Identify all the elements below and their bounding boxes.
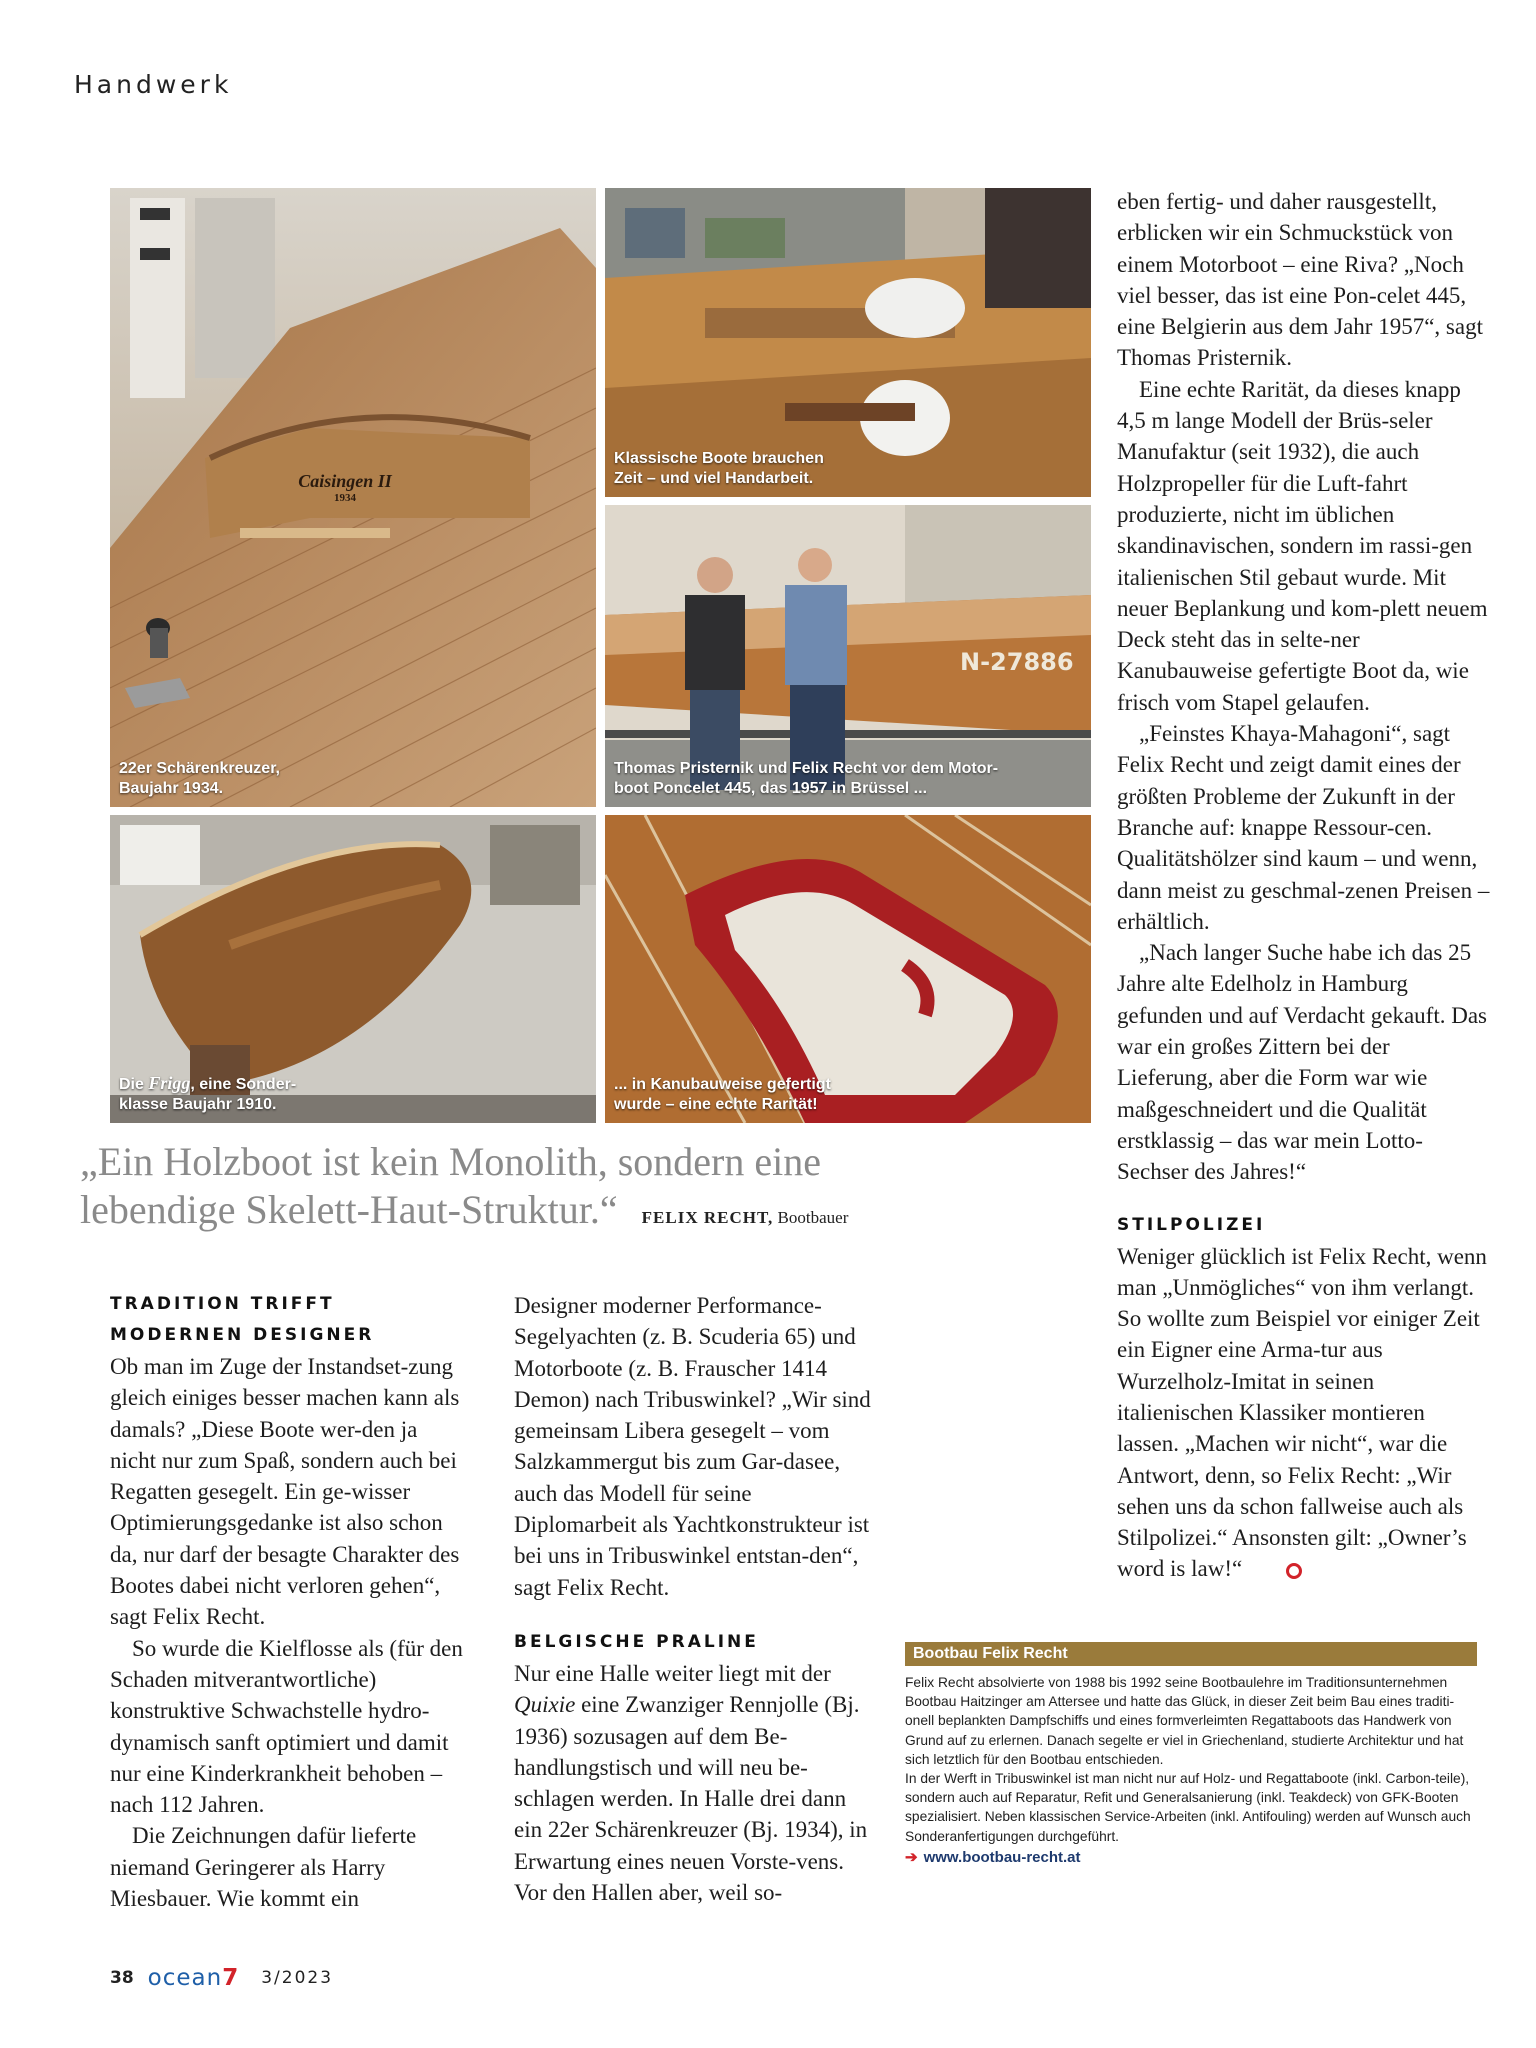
info-box-title: Bootbau Felix Recht	[905, 1642, 1477, 1666]
photo-caption: ... in Kanubauweise gefertigt wurde – eine echte Rarität!	[614, 1076, 831, 1113]
pull-quote-author: FELIX RECHT, Bootbauer	[641, 1208, 849, 1227]
section-label: Handwerk	[74, 70, 233, 99]
photo-caption: Die Frigg, eine Sonder- klasse Baujahr 1910.	[119, 1073, 297, 1113]
pull-quote-text: „Ein Holzboot ist kein Monolith, sondern eine lebendige Skelett-Haut-Struktur.“	[80, 1139, 821, 1232]
page-footer	[110, 1965, 333, 1991]
paragraph: eben fertig- und daher rausgestellt, erblicken wir ein Schmuckstück von einem Motorboot – eine Riva? „Noch viel besser, das ist eine Pon-celet 445, eine Belgierin aus dem Jahr 1957“, sagt Thomas Pristernik.	[1117, 189, 1483, 371]
subhead-tradition: TRADITION TRIFFT MODERNEN DESIGNER	[110, 1294, 375, 1345]
photo-schaerenkreuzer	[110, 188, 596, 807]
paragraph: Nur eine Halle weiter liegt mit der Quixie eine Zwanziger Rennjolle (Bj. 1936) sozusagen auf dem Be-handlungstisch und will neu be-schlagen werden. In Halle drei dann ein 22er Schärenkreuzer (Bj. 1934), in Erwartung eines neuen Vorste-vens. Vor den Hallen aber, weil so-	[514, 1660, 868, 1906]
paragraph: Designer moderner Performance-Segelyachten (z. B. Scuderia 65) und Motorboote (z. B. Frauscher 1414 Demon) nach Tribuswinkel? „Wir sind gemeinsam Libera gesegelt – vom Salzkammergut bis zum Gar-dasee, auch das Modell für seine Diplomarbeit als Yachtkonstrukteur ist bei uns in Tribuswinkel entstan-den“, sagt Felix Recht.	[514, 1293, 871, 1600]
page-number: 38	[110, 1968, 134, 1988]
boat-registration-number: N-27886	[960, 648, 1074, 676]
article-column-1	[110, 1289, 466, 1914]
info-box	[905, 1642, 1477, 1866]
info-box-body: Felix Recht absolvierte von 1988 bis 1992 seine Bootbaulehre im Traditionsunternehmen Bootbau Haitzinger am Attersee und hatte das Glück, in dieser Zeit beim Bau eines traditi-onell beplankten Dampfschiffs und eines formverleimten Regattaboots das Handwerk von Grund auf zu erlernen. Danach segelte er viel in Griechenland, studierte Architektur und hat sich letztlich für den Bootbau entschieden. In der Werft in Tribuswinkel ist man nicht nur auf Holz- und Regattaboote (inkl. Carbon-teile), sondern auch auf Reparatur, Refit und Generalsanierung (inkl. Teakdeck) von GFK-Booten spezialisiert. Neben klassischen Service-Arbeiten (inkl. Antifouling) werden auf Wunsch auch Sonderanfertigungen durchgeführt.	[905, 1675, 1471, 1844]
magazine-logo: ocean7	[147, 1965, 240, 1991]
paragraph: Die Zeichnungen dafür lieferte niemand Geringerer als Harry Miesbauer. Wie kommt ein	[110, 1823, 417, 1912]
issue-number: 3/2023	[261, 1968, 334, 1988]
photo-frigg	[110, 815, 596, 1123]
pull-quote	[80, 1138, 980, 1242]
boat-nameplate: Caisingen II 1934	[298, 471, 392, 504]
website-link[interactable]: ➔ www.bootbau-recht.at	[905, 1848, 1081, 1866]
article-column-3	[1117, 186, 1491, 1585]
subhead-belgische-praline: BELGISCHE PRALINE	[514, 1631, 759, 1652]
photo-boatbuilders	[605, 505, 1091, 807]
photo-seat	[605, 815, 1091, 1123]
paragraph: So wurde die Kielflosse als (für den Schaden mitverantwortliche) konstruktive Schwachstelle hydro-dynamisch sanft optimiert und damit nur eine Kinderkrankheit behoben – nach 112 Jahren.	[110, 1635, 463, 1818]
subhead-stilpolizei: STILPOLIZEI	[1117, 1214, 1266, 1235]
end-of-article-icon	[1286, 1563, 1302, 1579]
photo-caption: Thomas Pristernik und Felix Recht vor dem Motor- boot Poncelet 445, das 1957 in Brüssel ...	[614, 760, 999, 797]
photo-caption: Klassische Boote brauchen Zeit – und viel Handarbeit.	[614, 450, 824, 487]
paragraph: Eine echte Rarität, da dieses knapp 4,5 m lange Modell der Brüs-seler Manufaktur (seit 1932), die auch Holzpropeller für die Luft-fahrt produzierte, nicht im üblichen skandinavischen, sondern im rassi-gen italienischen Stil gebaut wurde. Mit neuer Beplankung und kom-plett neuem Deck steht das in selte-ner Kanubauweise gefertigte Boot da, wie frisch vom Stapel gelaufen.	[1117, 376, 1488, 715]
paragraph: „Feinstes Khaya-Mahagoni“, sagt Felix Recht und zeigt damit eines der größten Probleme der Zukunft in der Branche auf: knappe Ressour-cen. Qualitätshölzer sind kaum – und wenn, dann meist zu geschmal-zenen Preisen – erhältlich.	[1117, 721, 1490, 934]
arrow-right-icon: ➔	[905, 1848, 918, 1866]
photo-handwork	[605, 188, 1091, 497]
paragraph: „Nach langer Suche habe ich das 25 Jahre alte Edelholz in Hamburg gefunden und auf Verdacht gekauft. Das war ein großes Zittern bei der Lieferung, aber die Form war wie maßgeschneidert und die Qualität erstklassig – das war mein Lotto-Sechser des Jahres!“	[1117, 940, 1487, 1185]
photo-caption: 22er Schärenkreuzer, Baujahr 1934.	[119, 760, 280, 797]
paragraph: Weniger glücklich ist Felix Recht, wenn man „Unmögliches“ von ihm verlangt. So wollte zum Beispiel vor einiger Zeit ein Eigner eine Arma-tur aus Wurzelholz-Imitat in seinen italienischen Klassiker montieren lassen. „Machen wir nicht“, war die Antwort, denn, so Felix Recht: „Wir sehen uns da schon fallweise auch als Stilpolizei.“ Ansonsten gilt: „Owner’s word is law!“	[1117, 1243, 1487, 1582]
paragraph: Ob man im Zuge der Instandset-zung gleich einiges besser machen kann als damals? „Diese Boote wer-den ja nicht nur zum Spaß, sondern auch bei Regatten gesegelt. Ein ge-wisser Optimierungsgedanke ist also schon da, nur darf der besagte Charakter des Bootes dabei nicht verloren gehen“, sagt Felix Recht.	[110, 1354, 460, 1630]
article-column-2	[514, 1290, 876, 1908]
